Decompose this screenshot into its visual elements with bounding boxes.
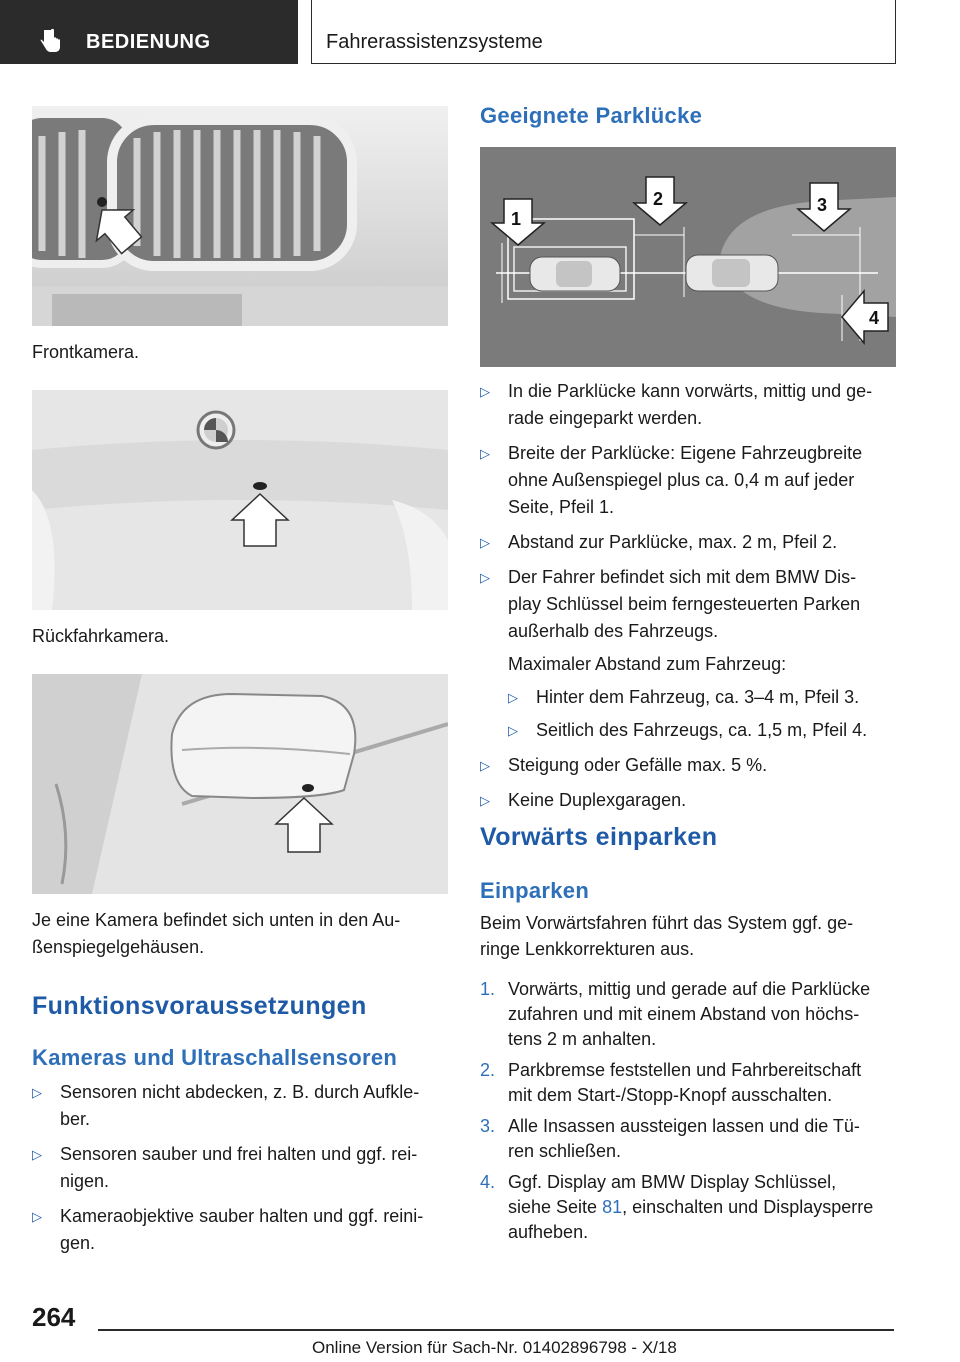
step-item: 1. Vorwärts, mittig und gerade auf die Parklücke zufahren und mit einem Abstand von höchs- tens 2 m anhalten.: [480, 979, 871, 1049]
step-item: 3. Alle Insassen aussteigen lassen und die Tü- ren schließen.: [480, 1116, 860, 1161]
list-item: ▷ Hinter dem Fahrzeug, ca. 3–4 m, Pfeil 3.: [508, 684, 900, 711]
max-distance-list: [508, 684, 900, 744]
intro-line1: Beim Vorwärtsfahren führt das System ggf. ge-: [480, 913, 854, 933]
triangle-bullet-icon: ▷: [32, 1085, 42, 1100]
mirror-camera-caption-line2: ßenspiegelgehäusen.: [32, 937, 205, 957]
chapter-title: Fahrerassistenzsysteme: [326, 31, 543, 53]
list-item: ▷ Sensoren nicht abdecken, z. B. durch Aufkle- ber.: [32, 1079, 452, 1133]
list-item: ▷ Kameraobjektive sauber halten und ggf. reini- gen.: [32, 1203, 452, 1257]
chapter-header: [311, 0, 896, 64]
parking-steps-list: [480, 977, 900, 1251]
list-item: ▷ Breite der Parklücke: Eigene Fahrzeugbreite ohne Außenspiegel plus ca. 0,4 m auf jeder Seite, Pfeil 1.: [480, 440, 900, 521]
list-item: ▷ Abstand zur Parklücke, max. 2 m, Pfeil 2.: [480, 529, 900, 556]
list-item: ▷ Seitlich des Fahrzeugs, ca. 1,5 m, Pfeil 4.: [508, 717, 900, 744]
triangle-bullet-icon: ▷: [480, 384, 490, 399]
triangle-bullet-icon: ▷: [480, 793, 490, 808]
subheading-kameras-sensoren: Kameras und Ultraschallsensoren: [32, 1045, 398, 1070]
triangle-bullet-icon: ▷: [480, 446, 490, 461]
triangle-bullet-icon: ▷: [508, 723, 518, 738]
triangle-bullet-icon: ▷: [508, 690, 518, 705]
list-item: ▷ Keine Duplexgaragen.: [480, 787, 900, 814]
list-item: ▷ Der Fahrer befindet sich mit dem BMW Dis- play Schlüssel beim ferngesteuerten Parken außerhalb des Fahrzeugs. Maximaler Abstand zum Fahrzeug: ▷ Hinter dem Fahrzeug, ca. 3–4 m, Pfeil 3. ▷ Seitlich des Fahrzeugs, ca. 1,5 m, Pfeil 4.: [480, 564, 900, 744]
online-version-note: Online Version für Sach-Nr. 01402896798 - X/18: [312, 1338, 677, 1357]
diagram-label-2: 2: [653, 189, 664, 209]
mirror-camera-caption-line1: Je eine Kamera befindet sich unten in den Au-: [32, 910, 401, 930]
diagram-label-3: 3: [817, 195, 828, 215]
rear-camera-caption: Rückfahrkamera.: [32, 626, 170, 646]
diagram-label-4: 4: [869, 308, 880, 328]
section-tab[interactable]: [0, 0, 298, 64]
triangle-bullet-icon: ▷: [480, 570, 490, 585]
page-reference-link[interactable]: 81: [602, 1197, 623, 1217]
triangle-bullet-icon: ▷: [480, 758, 490, 773]
intro-line2: ringe Lenkkorrekturen aus.: [480, 939, 695, 959]
heading-vorwaerts-einparken: Vorwärts einparken: [480, 823, 718, 851]
parking-conditions-list: [480, 378, 900, 822]
max-distance-intro: Maximaler Abstand zum Fahrzeug:: [508, 654, 787, 674]
front-camera-figure: [32, 106, 448, 326]
diagram-label-1: 1: [511, 209, 522, 229]
hand-pointer-icon: [40, 28, 62, 54]
step-item: 2. Parkbremse feststellen und Fahrbereitschaft mit dem Start-/Stopp-Knopf ausschalten.: [480, 1060, 862, 1105]
list-item: ▷ Steigung oder Gefälle max. 5 %.: [480, 752, 900, 779]
page-number: 264: [32, 1302, 76, 1332]
triangle-bullet-icon: ▷: [480, 535, 490, 550]
parking-space-diagram: [480, 147, 896, 367]
mirror-camera-figure: [32, 674, 448, 894]
triangle-bullet-icon: ▷: [32, 1209, 42, 1224]
subheading-einparken: Einparken: [480, 878, 590, 903]
heading-funktionsvoraussetzungen: Funktionsvoraussetzungen: [32, 992, 367, 1020]
section-label: BEDIENUNG: [86, 31, 211, 53]
footer-divider: [98, 1329, 894, 1331]
sensor-care-list: [32, 1079, 452, 1265]
rear-camera-figure: [32, 390, 448, 610]
heading-geeignete-parkluecke: Geeignete Parklücke: [480, 103, 703, 128]
triangle-bullet-icon: ▷: [32, 1147, 42, 1162]
front-camera-caption: Frontkamera.: [32, 342, 140, 362]
list-item: ▷ In die Parklücke kann vorwärts, mittig und ge- rade eingeparkt werden.: [480, 378, 900, 432]
list-item: ▷ Sensoren sauber und frei halten und ggf. rei- nigen.: [32, 1141, 452, 1195]
step-item: 4. Ggf. Display am BMW Display Schlüssel, siehe Seite 81, einschalten und Displaysperre aufheben.: [480, 1172, 874, 1242]
